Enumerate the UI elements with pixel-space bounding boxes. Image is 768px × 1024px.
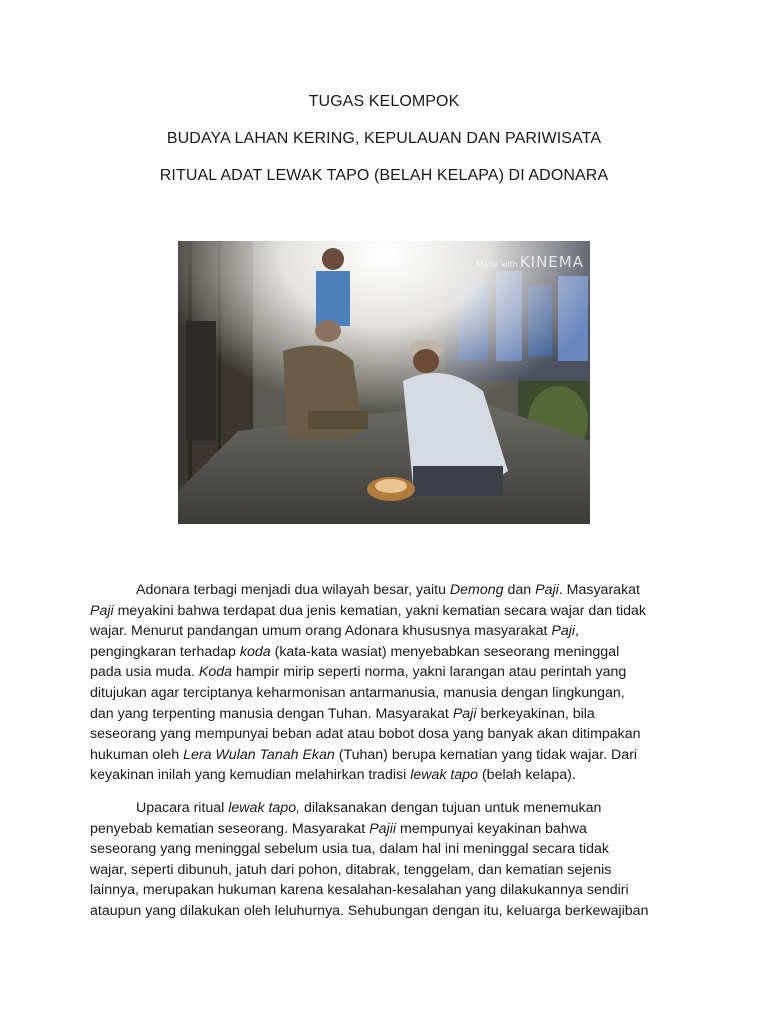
text-run: dilaksanakan dengan tujuan untuk menemukan — [300, 799, 602, 816]
italic-term: Pajii — [369, 820, 396, 837]
ritual-photo — [178, 241, 590, 524]
paragraph-line — [90, 798, 680, 819]
paragraph-2 — [90, 798, 680, 922]
paragraph-line — [90, 662, 680, 683]
text-run: lainnya, merupakan hukuman karena kesalahan-kesalahan yang dilakukannya sendiri — [90, 882, 629, 899]
paragraph-line — [90, 765, 680, 786]
paragraph-line — [90, 901, 680, 922]
watermark-brand-text: KINEMA — [519, 253, 584, 271]
paragraph-line — [90, 580, 680, 601]
title-line-1: TUGAS KELOMPOK — [308, 93, 460, 110]
text-run: seseorang yang meninggal sebelum usia tua, dalam hal ini meninggal secara tidak — [90, 841, 609, 858]
text-run: keyakinan inilah yang kemudian melahirkan tradisi — [90, 767, 411, 784]
italic-term: Demong — [449, 582, 504, 598]
paragraph-line — [90, 819, 680, 840]
text-run: Adonara terbagi menjadi dua wilayah besar, yaitu — [136, 582, 450, 598]
text-run: hampir mirip seperti norma, yakni larangan atau perintah yang — [232, 664, 627, 681]
text-run: berkeyakinan, bila — [476, 705, 595, 722]
italic-term: lewak tapo, — [228, 799, 301, 816]
paragraph-line — [90, 839, 680, 860]
body-text — [90, 580, 680, 934]
italic-term: Paji — [452, 705, 477, 722]
document-title — [0, 92, 768, 203]
italic-term: Lera Wulan Tanah Ekan — [183, 746, 335, 763]
text-run: . Masyarakat — [558, 582, 640, 598]
italic-term: koda — [239, 643, 271, 660]
text-run: ataupun yang dilakukan oleh leluhurnya. Sehubungan dengan itu, keluarga berkewajiban — [90, 902, 649, 919]
ritual-photo-illustration — [178, 241, 590, 524]
italic-term: Koda — [198, 664, 232, 681]
text-run: dan yang terpenting manusia dengan Tuhan. Masyarakat — [90, 705, 453, 722]
text-run: (kata-kata wasiat) menyebabkan seseorang meninggal — [270, 643, 620, 660]
text-run: seseorang yang mempunyai beban adat atau bobot dosa yang banyak akan ditimpakan — [90, 726, 641, 743]
video-watermark — [477, 253, 585, 271]
paragraph-line — [90, 880, 680, 901]
text-run: hukuman oleh — [90, 746, 184, 763]
text-run: mempunyai keyakinan bahwa — [396, 820, 587, 837]
title-line-3: RITUAL ADAT LEWAK TAPO (BELAH KELAPA) DI ADONARA — [159, 167, 609, 184]
text-run: wajar, seperti dibunuh, jatuh dari pohon, ditabrak, tenggelam, dan kematian sejenis — [90, 861, 612, 878]
paragraph-line — [90, 683, 680, 704]
paragraph-line — [90, 621, 680, 642]
paragraph-line — [90, 860, 680, 881]
italic-term: Paji — [535, 582, 559, 598]
text-run: Upacara ritual — [136, 799, 229, 816]
paragraph-line — [90, 745, 680, 766]
title-line-2: BUDAYA LAHAN KERING, KEPULAUAN DAN PARIWISATA — [166, 130, 602, 147]
text-run: (belah kelapa). — [478, 767, 576, 784]
text-run: penyebab kematian seseorang. Masyarakat — [90, 820, 370, 837]
watermark-small-text: Made with — [476, 260, 518, 269]
text-run: (Tuhan) berupa kematian yang tidak wajar. Dari — [334, 746, 638, 763]
text-run: wajar. Menurut pandangan umum orang Adonara khususnya masyarakat — [90, 623, 552, 640]
paragraph-line — [90, 601, 680, 622]
italic-term: lewak tapo — [410, 767, 479, 784]
paragraph-line — [90, 642, 680, 663]
paragraph-1 — [90, 580, 680, 786]
text-run: meyakini bahwa terdapat dua jenis kematian, yakni kematian secara wajar dan tidak — [113, 602, 646, 619]
paragraph-line — [90, 704, 680, 725]
text-run: , — [575, 623, 579, 640]
paragraph-line — [90, 724, 680, 745]
text-run: pada usia muda. — [90, 664, 199, 681]
text-run: pengingkaran terhadap — [90, 643, 240, 660]
italic-term: Paji — [551, 623, 576, 640]
text-run: ditujukan agar terciptanya keharmonisan antarmanusia, manusia dengan lingkungan, — [90, 684, 625, 701]
italic-term: Paji — [90, 602, 114, 619]
text-run: dan — [503, 582, 536, 598]
